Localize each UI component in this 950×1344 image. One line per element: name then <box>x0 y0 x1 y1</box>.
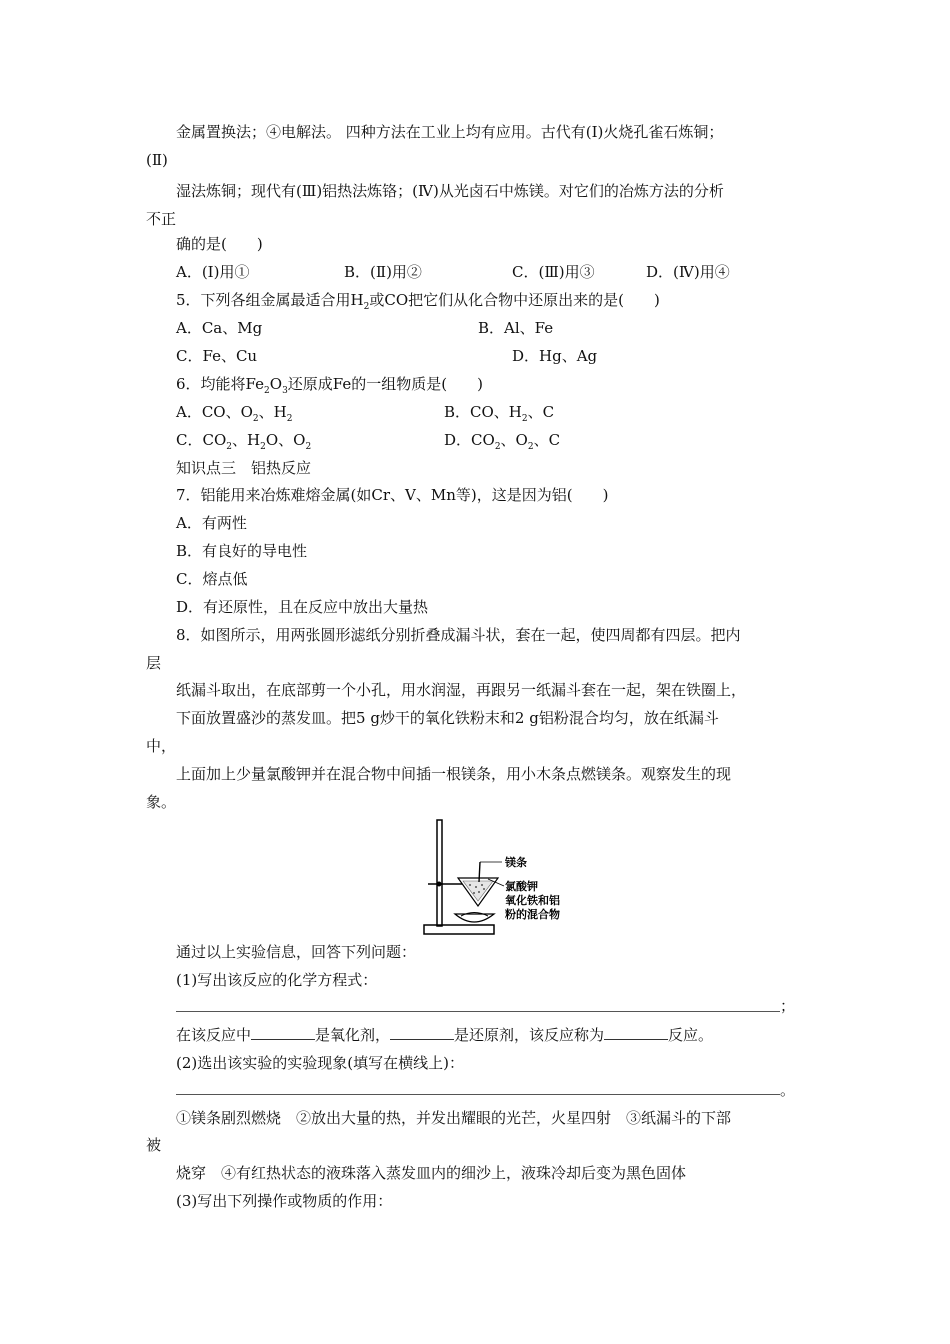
text-line: 下面放置盛沙的蒸发皿。把5 g炒干的氧化铁粉末和2 g铝粉混合均匀，放在纸漏斗 <box>176 709 719 727</box>
question-7: 7．铝能用来冶炼难熔金属(如Cr、V、Mn等)，这是因为铝( ) <box>176 486 609 504</box>
question-8: 8．如图所示，用两张圆形滤纸分别折叠成漏斗状，套在一起，使四周都有四层。把内 <box>176 626 741 644</box>
text-line: (Ⅱ) <box>146 151 168 169</box>
answer-blank <box>390 1025 454 1040</box>
magnesium-ribbon <box>479 862 480 882</box>
text-line: ； <box>780 997 796 1015</box>
section-heading: 知识点三 铝热反应 <box>176 459 312 477</box>
answer-blank-line <box>176 1094 780 1095</box>
option-c: C．(Ⅲ)用③ <box>512 263 595 281</box>
option-a: A．CO、$O_2$、$H_2$ <box>176 403 293 424</box>
option-c: C．熔点低 <box>176 570 248 588</box>
option-b: B．(Ⅱ)用② <box>344 263 422 281</box>
text-line: 湿法炼铜；现代有(Ⅲ)铝热法炼铬；(Ⅳ)从光卤石中炼镁。对它们的冶炼方法的分析 <box>176 182 724 200</box>
evaporating-dish <box>455 914 494 922</box>
option-d: D．(Ⅳ)用④ <box>646 263 730 281</box>
figure-label: 粉的混合物 <box>505 908 560 921</box>
option-a: A．Ca、Mg <box>176 319 263 337</box>
answer-blank-line <box>176 1011 780 1012</box>
text-line: 通过以上实验信息，回答下列问题： <box>176 943 417 961</box>
fill-in-line: 在该反应中 是氧化剂， 是还原剂，该反应称为 反应。 <box>176 1026 714 1044</box>
text-line: 不正 <box>146 210 177 228</box>
answer-blank <box>604 1025 668 1040</box>
text-line: 层 <box>146 654 162 672</box>
option-d: D．有还原性，且在反应中放出大量热 <box>176 598 429 616</box>
option-b: B．有良好的导电性 <box>176 542 308 560</box>
sub-question-3: (3)写出下列操作或物质的作用： <box>176 1192 393 1210</box>
stand-base <box>424 925 494 934</box>
text-line: 。 <box>780 1081 796 1099</box>
option-c: C．Fe、Cu <box>176 347 258 365</box>
text-line: 中， <box>146 737 177 755</box>
sub-question-1: (1)写出该反应的化学方程式： <box>176 971 378 989</box>
text-line: ①镁条剧烈燃烧 ②放出大量的热，并发出耀眼的光芒，火星四射 ③纸漏斗的下部 <box>176 1109 732 1127</box>
text-line: 烧穿 ④有红热状态的液珠落入蒸发皿内的细沙上，液珠冷却后变为黑色固体 <box>176 1164 687 1182</box>
figure-label: 镁条 <box>505 856 527 869</box>
text-line: 象。 <box>146 793 177 811</box>
answer-blank <box>251 1025 315 1040</box>
text-line: 金属置换法；④电解法。 四种方法在工业上均有应用。古代有(Ⅰ)火烧孔雀石炼铜； <box>176 123 724 141</box>
apparatus-diagram <box>418 818 590 940</box>
option-a: A．(Ⅰ)用① <box>176 263 250 281</box>
thermite-apparatus-figure <box>418 818 590 940</box>
question-6: 6．均能将$Fe_2O_3$还原成Fe的一组物质是( ) <box>176 375 483 396</box>
option-d: D．$CO_2$、$O_2$、C <box>444 431 561 452</box>
sub-question-2: (2)选出该实验的实验现象(填写在横线上)： <box>176 1054 464 1072</box>
text-line: 纸漏斗取出，在底部剪一个小孔，用水润湿，再跟另一纸漏斗套在一起，架在铁圈上， <box>176 681 747 699</box>
text-line: 被 <box>146 1136 162 1154</box>
text-line: 上面加上少量氯酸钾并在混合物中间插一根镁条，用小木条点燃镁条。观察发生的现 <box>176 765 732 783</box>
clamp-screw <box>437 882 442 887</box>
option-b: B．Al、Fe <box>478 319 554 337</box>
figure-label: 氯酸钾 <box>505 880 538 893</box>
figure-label: 氧化铁和铝 <box>505 894 560 907</box>
option-d: D．Hg、Ag <box>512 347 598 365</box>
option-c: C．$CO_2$、$H_2O$、$O_2$ <box>176 431 312 452</box>
option-b: B．CO、$H_2$、C <box>444 403 555 424</box>
stand-rod <box>437 820 442 926</box>
question-5: 5．下列各组金属最适合用$H_2$或CO把它们从化合物中还原出来的是( ) <box>176 291 660 312</box>
option-a: A．有两性 <box>176 514 247 532</box>
text-line: 确的是( ) <box>176 235 263 253</box>
